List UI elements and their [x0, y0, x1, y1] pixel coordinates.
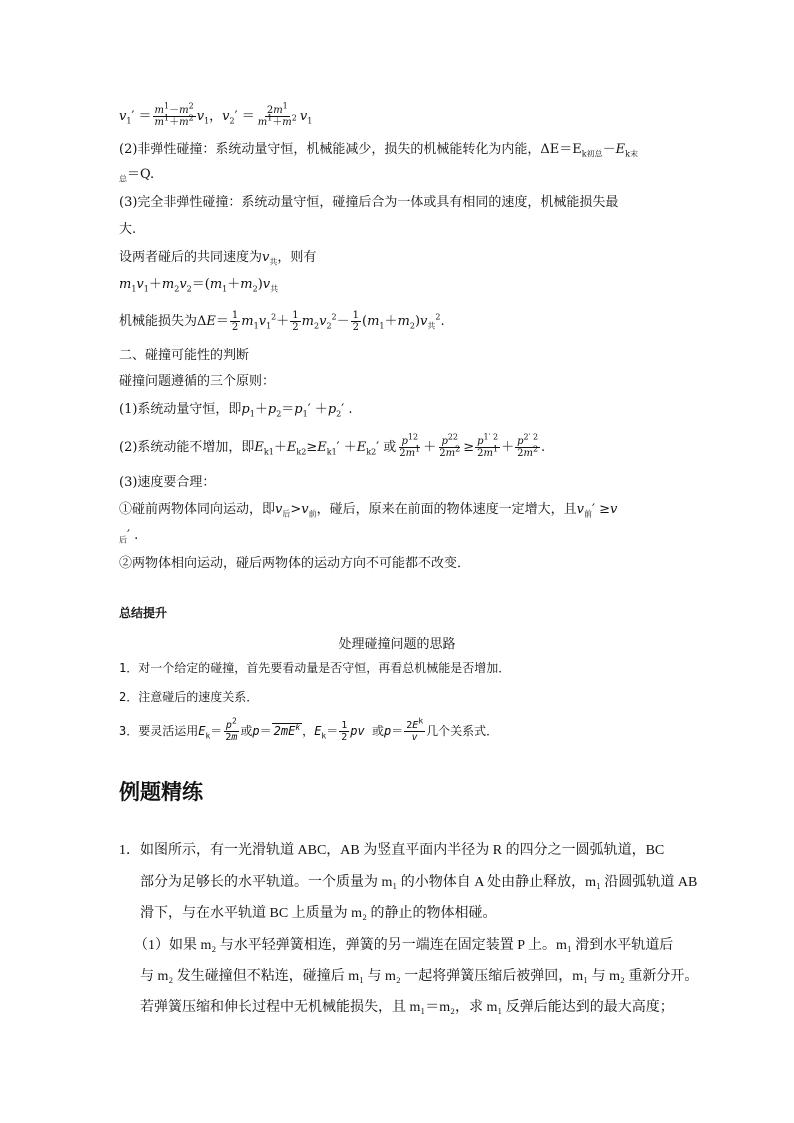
principles-intro: 碰撞问题遵循的三个原则： [119, 374, 276, 389]
tip3-or2: 或 [371, 724, 384, 738]
principle-energy-or: 或 [383, 440, 397, 455]
section-title: 例题精练 [119, 780, 203, 804]
inelastic-text-a: (2)非弹性碰撞：系统动量守恒，机械能减少，损失的机械能转化为内能，ΔE＝E [119, 142, 582, 157]
problem-line-1: 1．如图所示，有一光滑轨道 ABC，AB 为竖直平面内半径为 R 的四分之一圆弧轨道，BC [119, 843, 665, 858]
problem-line-6: 若弹簧压缩和伸长过程中无机械能损失，且 m₁＝m₂，求 m₁ 反弹后能达到的最大高度； [140, 1000, 674, 1015]
problem-line-4: （1）如果 m₂ 与水平轻弹簧相连，弹簧的另一端连在固定装置 P 上。m₁ 滑到水平轨道后 [134, 938, 674, 953]
condition1-text-b: ，碰后，原来在前面的物体速度一定增大，且 [316, 502, 577, 517]
common-velocity-line: 设两者碰后的共同速度为$v_共$，则有 [119, 250, 317, 267]
problem-line-5: 与 m₂ 发生碰撞但不粘连，碰撞后 m₁ 与 m₂ 一起将弹簧压缩后被弹回，m₁ 与 m₂ 重新分开。 [140, 969, 699, 984]
summary-tip-1: 1．对一个给定的碰撞，首先要看动量是否守恒，再看总机械能是否增加． [119, 661, 511, 675]
principle-kinetic-energy: (2)系统动能不增加，即$E_{k1}+E_{k2}\ge E_{k1}' +E_{k2}'$ 或 $\frac{p^{12}}{2m^1}$ ＋ $\frac{p^{22}}{2m^2}$ ≥ $\frac{p^{1' 2}}{2m^1}$ ＋ $\frac{p^{2' 2}}{2m^2}$ . [119, 432, 546, 459]
part2-title: 二、碰撞可能性的判断 [119, 348, 250, 363]
problem-line-2: 部分为足够长的水平轨道。一个质量为 m₁ 的小物体自 A 处由静止释放，m₁ 沿圆弧轨道 AB [140, 875, 698, 890]
inelastic-collision-line1: (2)非弹性碰撞：系统动量守恒，机械能减少，损失的机械能转化为内能，$\Delta E=E_{k初总}-E_{k末}$ [119, 142, 639, 159]
energy-loss-lead: 机械能损失为 [119, 314, 198, 329]
summary-tip-3: 3．要灵活运用$E_k=$ $\frac{p^2}{2m}$ 或$p= 2mE^k$ ，$E_k=$ $\frac{1}{2}$ pv 或p＝ $\frac{2E^k}{v}$ 几个关系式． [119, 716, 499, 743]
summary-tip-2: 2．注意碰后的速度关系． [119, 690, 259, 704]
tip3-tail: 几个关系式． [426, 724, 499, 738]
perfectly-inelastic-line2: 大. [119, 222, 137, 237]
principle-momentum: (1)系统动量守恒，即$p_1+p_2=p_1' +p_2'$ . [119, 402, 353, 419]
condition-opposite-direction: ②两物体相向运动，碰后两物体的运动方向不可能都不改变． [119, 556, 471, 571]
principle-momentum-lead: (1)系统动量守恒，即 [119, 402, 242, 417]
common-velocity-text: 设两者碰后的共同速度为 [119, 250, 263, 265]
summary-subheading: 处理碰撞问题的思路 [338, 637, 456, 652]
tip3-sep: ， [302, 724, 315, 738]
perfectly-inelastic-line1: (3)完全非弹性碰撞：系统动量守恒，碰撞后合为一体或具有相同的速度，机械能损失最 [119, 195, 619, 210]
summary-heading: 总结提升 [119, 606, 168, 620]
tip3-or1: 或 [240, 724, 253, 738]
elastic-velocity-formula: $v_1'$ ＝ $\frac{m^1-m^2}{m^1+m^2}$ $v_1$，$v_2'$ ＝ $\frac{2m^1}{m^1+m^2}$ $v_1$ [119, 101, 313, 128]
condition-same-direction-line1: ①碰前两物体同向运动，即$v_后>v_前$，碰后，原来在前面的物体速度一定增大，且$v_前' \ge v$ [119, 502, 618, 519]
inelastic-collision-line2: $_总$＝Q. [119, 167, 155, 184]
principle-velocity: (3)速度要合理： [119, 475, 216, 490]
common-velocity-tail: ，则有 [277, 250, 317, 265]
energy-loss-equation: 机械能损失为ΔE＝ $\frac{1}{2}$ $m_1v_1^2+$ $\frac{1}{2}$ $m_2v_2^2-$ $\frac{1}{2}$ $(m_1+m_2)v_共^2$. [119, 310, 445, 333]
problem-line-3: 滑下，与在水平轨道 BC 上质量为 m₂ 的静止的物体相碰。 [140, 906, 497, 921]
condition1-text-a: ①碰前两物体同向运动，即 [119, 502, 276, 517]
condition-same-direction-line2: $_后$′ . [119, 528, 139, 545]
principle-energy-lead: (2)系统动能不增加，即 [119, 440, 255, 455]
inelastic-text-b: ＝Q. [127, 167, 155, 182]
momentum-equation: $m_1v_1+m_2v_2=(m_1+m_2)v_共$ [119, 277, 279, 294]
tip3-lead: 3．要灵活运用 [119, 724, 199, 738]
